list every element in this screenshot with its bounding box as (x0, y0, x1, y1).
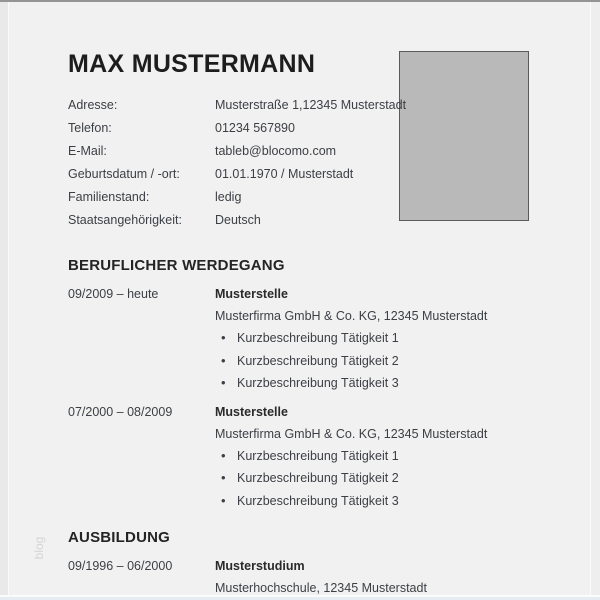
info-value: Musterstraße 1,12345 Musterstadt (215, 98, 407, 112)
personal-info-list (68, 94, 407, 232)
bullet-list (215, 327, 538, 395)
info-label: Familienstand: (68, 190, 150, 204)
info-value: 01234 567890 (215, 121, 295, 135)
section-beruflicher-werdegang (68, 257, 538, 518)
info-value: tableb@blocomo.com (215, 144, 337, 158)
info-row-telefon (68, 117, 398, 140)
entry-subtitle: Musterfirma GmbH & Co. KG, 12345 Musterstadt (215, 309, 488, 323)
entry-title: Musterstelle (215, 404, 288, 419)
left-edge-highlight (8, 2, 9, 600)
bullet-item: • Kurzbeschreibung Tätigkeit 1 (215, 327, 538, 350)
section-entries (68, 555, 538, 599)
info-row-familienstand (68, 186, 398, 209)
education-entry (68, 555, 538, 599)
info-label: E-Mail: (68, 144, 107, 158)
info-value: ledig (215, 190, 242, 204)
info-row-email (68, 140, 398, 163)
info-value: Deutsch (215, 213, 261, 227)
work-entry (68, 283, 538, 395)
section-heading: AUSBILDUNG (68, 529, 170, 546)
bullet-item: • Kurzbeschreibung Tätigkeit 3 (215, 490, 538, 513)
entry-period: 09/2009 – heute (68, 287, 159, 301)
photo-placeholder (399, 51, 529, 221)
section-ausbildung (68, 529, 538, 600)
section-entries (68, 283, 538, 512)
entry-subtitle: Musterfirma GmbH & Co. KG, 12345 Musterstadt (215, 426, 488, 441)
page-title: MAX MUSTERMANN (68, 50, 316, 78)
work-entry (68, 401, 538, 513)
bullet-item: • Kurzbeschreibung Tätigkeit 1 (215, 445, 538, 468)
entry-subtitle: Musterhochschule, 12345 Musterstadt (215, 581, 427, 595)
entry-content (215, 283, 538, 395)
bullet-list (215, 445, 538, 513)
entry-period: 09/1996 – 06/2000 (68, 559, 173, 573)
bullet-item: • Kurzbeschreibung Tätigkeit 3 (215, 372, 538, 395)
top-border-line (0, 0, 600, 2)
entry-title: Musterstelle (215, 287, 288, 301)
entry-period: 07/2000 – 08/2009 (68, 404, 173, 419)
info-row-geburtsdatum (68, 163, 398, 186)
info-label: Telefon: (68, 121, 112, 135)
info-label: Adresse: (68, 98, 118, 112)
entry-title: Musterstudium (215, 559, 305, 573)
info-row-staatsangehoerigkeit (68, 209, 398, 232)
blog-watermark: blog (32, 536, 46, 560)
right-edge-shade (591, 2, 600, 600)
entry-content (215, 401, 538, 513)
bullet-item: • Kurzbeschreibung Tätigkeit 2 (215, 350, 538, 373)
section-heading: BERUFLICHER WERDEGANG (68, 257, 285, 274)
info-label: Geburtsdatum / -ort: (68, 167, 180, 181)
info-label: Staatsangehörigkeit: (68, 213, 182, 227)
info-row-adresse (68, 94, 407, 117)
bullet-item: • Kurzbeschreibung Tätigkeit 2 (215, 467, 538, 490)
entry-content (215, 555, 538, 599)
left-edge-shade (0, 2, 8, 600)
info-value: 01.01.1970 / Musterstadt (215, 167, 354, 181)
